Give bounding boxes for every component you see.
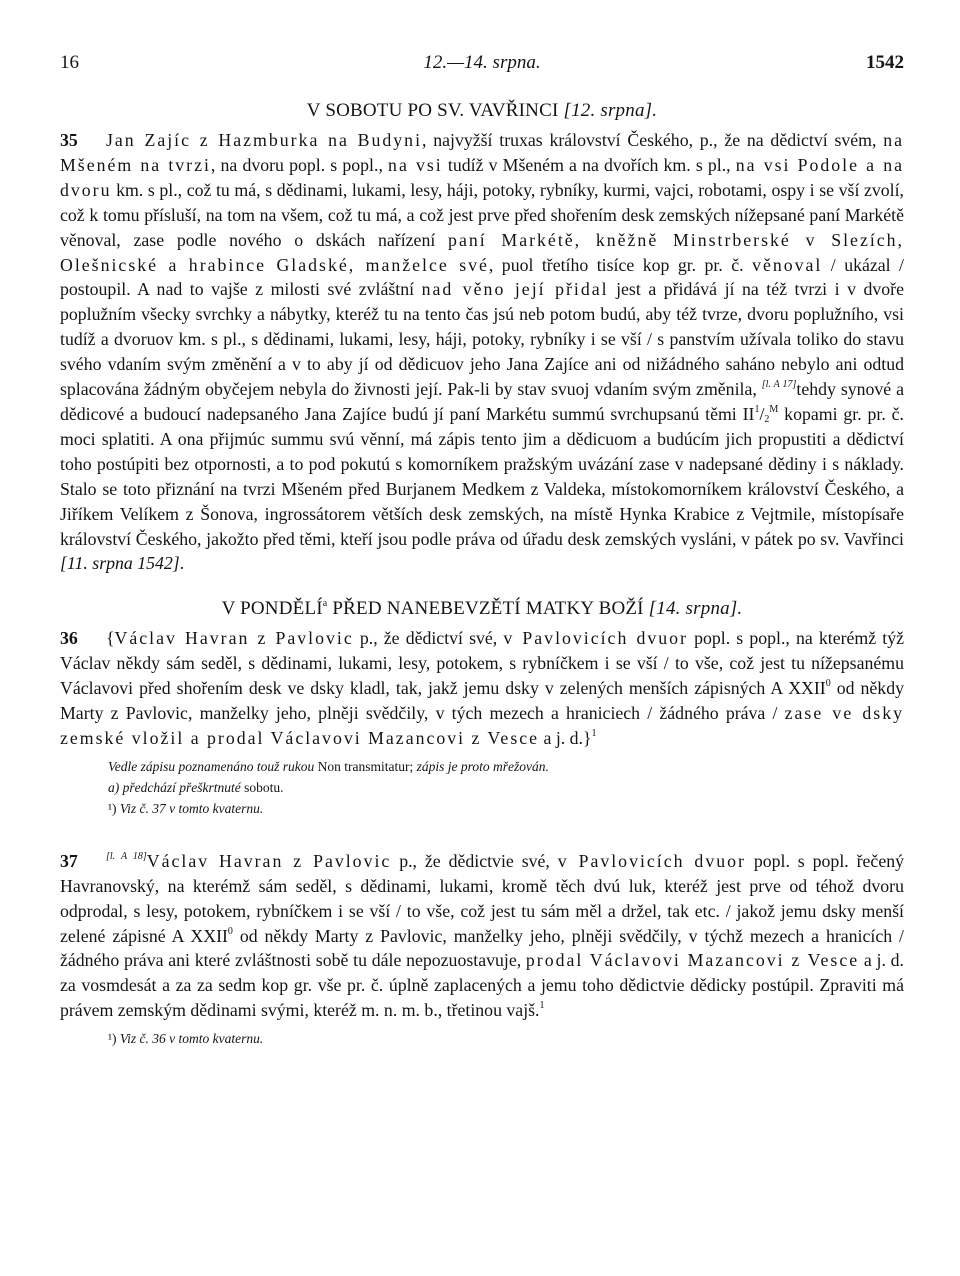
section-heading-2-title-b: PŘED NANEBEVZĚTÍ MATKY BOŽÍ [327,598,644,620]
folio-marker: [l. A 17] [761,379,797,391]
entry-text: km. s pl., což tu má, s dědinami, lukami, lesy, háji, potoky, rybníky, kurmi, vajci, robotami, ospy i se vší zvolí, což k tomu přísluší, na tom na všem, což tu má, a což jest prve před shořením desk zemských nížepsané paní Markétě věnoval, zase podle nového o dskách nařízení [60,179,904,250]
note-italic: Vedle zápisu poznamenáno touž rukou [108,758,315,774]
spaced-text: v Pavlovicích dvuor [557,850,746,871]
spaced-text: věnoval [752,254,823,275]
section-heading-2-date: [14. srpna]. [648,598,743,620]
entry-36 [60,626,904,751]
footnotes-37 [60,1028,904,1049]
entry-text: . [179,553,185,574]
entry-text: p., že dědictvie své, [391,850,558,871]
spaced-text: na vsi Podole a na dvoru [60,154,905,200]
spaced-name: Václav Havran z Pavlovic [114,628,354,649]
entry-text: kopami gr. pr. č. moci splatiti. A ona přijmúc summu svú věnní, má zápis tento jim a dědicuom a budúcím jich propustiti a dědictví toho postúpiti bez otpornosti, a to pod pokutú s komorníkem pražským uvázání zase v nadepsané dědiny i s náklady. Stalo se toto přiznání na tvrzi Mšeném před Burjanem Medkem z Valdeka, místokomorníkem království Českého, a Jiříkem Velíkem z Šonova, ingrossátorem větších desk zemských, na místě Hynka Krabice z Vejtmile, místopísaře království Českého, jakožto před těmi, kteří jsou podle práva od úřadu desk zemských vysláni, v pátek po sv. Vavřinci [60,403,904,549]
note-italic: zápis je proto mřežován. [416,758,549,774]
fraction-numerator: 1 [754,403,760,415]
spaced-text: nad věno její přidal [421,279,609,300]
note-text: Non transmitatur; [314,758,417,774]
running-date-range: 12.—14. srpna. [423,52,541,73]
footnote-text: sobotu. [240,779,284,795]
spaced-text: prodal Václavovi Mazancovi z Vesce [525,950,860,971]
marginal-note [60,756,904,777]
entry-text: a j. d. [539,727,583,748]
entry-text: , na dvoru popl. s popl., [210,154,389,175]
entry-text: tehdy synové a dědicové a budoucí nadepsaného Jana Zajíce budú jí paní Markétu summú svrchupsanú těmi II [60,379,904,424]
footnote-marker: 1 [591,727,597,739]
footnote-marker: a [322,598,328,610]
footnote-text: Viz č. 36 v tomto kvaternu. [119,1031,264,1047]
spacer [60,819,904,849]
entry-number: 36 [60,628,78,649]
entry-35: 35 Jan Zajíc z Hazmburka na Budyni, najvyžší truxas království Českého, p., že na dědictví svém, na Mšeném na tvrzi, na dvoru popl. s popl., na vsi tudíž v Mšeném a na dvořích km. s pl., na vsi Podole a na dvoru km. s pl., což tu má, s dědinami, lukami, lesy, háji, potoky, rybníky, kurmi, vajci, robotami, ospy i se vší zvolí, což k tomu přísluší, na tom na všem, což tu má, a což jest prve před shořením desk zemských nížepsané paní Markétě věnoval, zase podle nového o dskách nařízení paní Markétě, kněžně Minstrberské v Slezích, Olešnicské a hrabince Gladské, manželce své, puol třetího tisíce kop gr. pr. č. věnoval / ukázal / postoupil. A nad to vajše z milosti své zvláštní nad věno její přidal jest a přidává jí na též tvrzi i v dvoře poplužním všecky svrchky a nábytky, kteréž tu na tento čas jsú neb potom budú, aby též tvrze, dvoru poplužního, vsi tudíž a dvoruov km. s pl., s dědinami, lukami, lesy, háji, potoky, rybníky i se vší / s panstvím užívala toliko do stavu svého vdaním svým změnění a v to aby jí od dědicuov jeho Jana Zajíce ani od nižádného saháno nebylo ani odtud splacována žádným obyčejem nebyla do živnosti její. Pak-li by stav svuoj vdaním svým změnila, [l. A 17]tehdy synové a dědicové a budoucí nadepsaného Jana Zajíce budú jí paní Markétu summú svrchupsanú těmi $II^1/_2^M$ kopami gr. pr. č. moci splatiti. A ona přijmúc summu svú věnní, má zápis tento jim a dědicuom a budúcím jich propustiti a dědictví toho postúpiti bez otpornosti, a to pod pokutú s komorníkem pražským uvázání zase v nadepsané dědiny i s náklady. Stalo se toto přiznání na tvrzi Mšeném před Burjanem Medkem z Valdeka, místokomorníkem království Českého, a Jiříkem Velíkem z Šonova, ingrossátorem větších desk zemských, na místě Hynka Krabice z Vejtmile, místopísaře království Českého, jakožto před těmi, kteří jsou podle práva od úřadu desk zemských vysláni, v pátek po sv. Vavřinci [11. srpna 1542]. [60,130,905,574]
brace-open: { [106,628,115,649]
spaced-text: na vsi [388,154,443,175]
superscript: 0 [227,925,233,937]
footnote-label: ¹) [108,800,117,816]
superscript: 0 [825,678,831,690]
page-number: 16 [60,52,79,73]
footnote-text: Viz č. 37 v tomto kvaternu. [119,800,264,816]
folio-marker: [l. A 18] [106,850,147,862]
entry-text: , puol třetího tisíce kop gr. pr. č. [488,254,753,275]
entry-text: / ukázal / postoupil. A nad to vajše z milosti své zvláštní [60,254,904,300]
entry-text: od někdy Marty z Pavlovic, manželky jeho, plněji svědčily, v týchž mezech a hranicích / žádného práva ani které zvláštnosti sobě tu dále nepozuostavuje, [60,925,904,971]
editorial-date: [11. srpna 1542] [60,553,180,574]
spaced-text: v Pavlovicích dvuor [503,628,688,649]
brace-close: } [582,727,592,748]
entry-text: popl. s popl. řečený Havranovský, na kterémž sám seděl, s dědinami, lukami, kromě těch dvú luk, kteréž jest prve od téhož dvoru odprodal, s lesy, potokem, rybníčkem i se vší / to vše, což jest tu sám měl a držel, tak etc. / jakož jemu dsky menší zelené zápisné A XXII [60,850,904,946]
spaced-text: paní Markétě, kněžně Minstrberské v Slezích, Olešnicské a hrabince Gladské, manželce své [60,229,905,275]
section-heading-2 [60,598,904,620]
footnote-1 [60,1028,904,1049]
entry-text: od někdy Marty z Pavlovic, manželky jeho, plněji svědčily, v tých mezech a hraniciech / žádného práva / [60,678,904,724]
spaced-name: Václav Havran z Pavlovic [146,850,392,871]
footnote-label: ¹) [108,1031,117,1047]
footnotes-36 [60,756,904,819]
section-heading-1 [60,100,904,122]
footnote-italic: předchází přeškrtnuté [122,779,241,795]
footnote-label: a) [108,779,120,795]
entry-text: popl. s popl., na kterémž týž Václav někdy sám seděl, s dědinami, lukami, lesy, potokem, s rybníčkem i se vší / to vše, což jest tu nížepsanému Václavovi před shořením desk ve dsky kladl, tak, jakž jemu dsky v zelených menších zápisných A XXII [60,628,904,699]
spaced-name: Jan Zajíc z Hazmburka na Budyni [106,130,423,150]
footnote-marker: 1 [539,1000,545,1012]
spaced-text: na Mšeném na tvrzi [60,130,905,175]
running-header [60,52,904,82]
entry-text: p., že dědictví své, [353,628,504,649]
entry-text: , najvyžší truxas království Českého, p., že na dědictví svém, [422,130,884,150]
entry-number: 35 [60,130,78,150]
entry-text: a j. d. za vosmdesát a za za sedm kop gr. vše pr. č. úplně zaplacených a jemu toho dědictvie dědicky postúpil. Zpraviti má právem zemským dědinami svými, kteréž m. n. m. b., třetinou vajš. [60,950,904,1021]
entry-number: 37 [60,850,78,871]
footnote-a [60,777,904,798]
running-year: 1542 [866,52,904,73]
section-heading-2-title-a: V PONDĚLÍ [221,598,323,620]
footnote-1 [60,798,904,819]
entry-text: tudíž v Mšeném a na dvořích km. s pl., [442,154,736,175]
fraction-unit: M [769,403,779,415]
section-heading-1-title: V SOBOTU PO SV. VAVŘINCI [306,100,559,121]
spaced-text: zase ve dsky zemské vložil a prodal Václavovi Mazancovi z Vesce [60,703,904,748]
entry-37 [60,849,904,1023]
document-page [60,52,904,1049]
section-heading-1-date: [12. srpna]. [563,100,658,121]
fraction-denominator: 2 [764,413,770,425]
entry-text: jest a přidává jí na též tvrzi i v dvoře poplužním všecky svrchky a nábytky, kteréž tu na tento čas jsú neb potom budú, aby též tvrze, dvoru poplužního, vsi tudíž a dvoruov km. s pl., s dědinami, lukami, lesy, háji, potoky, rybníky i se vší / s panstvím užívala toliko do stavu svého vdaním svým změnění a v to aby jí od dědicuov jeho Jana Zajíce ani od nižádného saháno nebylo ani odtud splacována žádným obyčejem nebyla do živnosti její. Pak-li by stav svuoj vdaním svým změnila, [60,279,904,400]
